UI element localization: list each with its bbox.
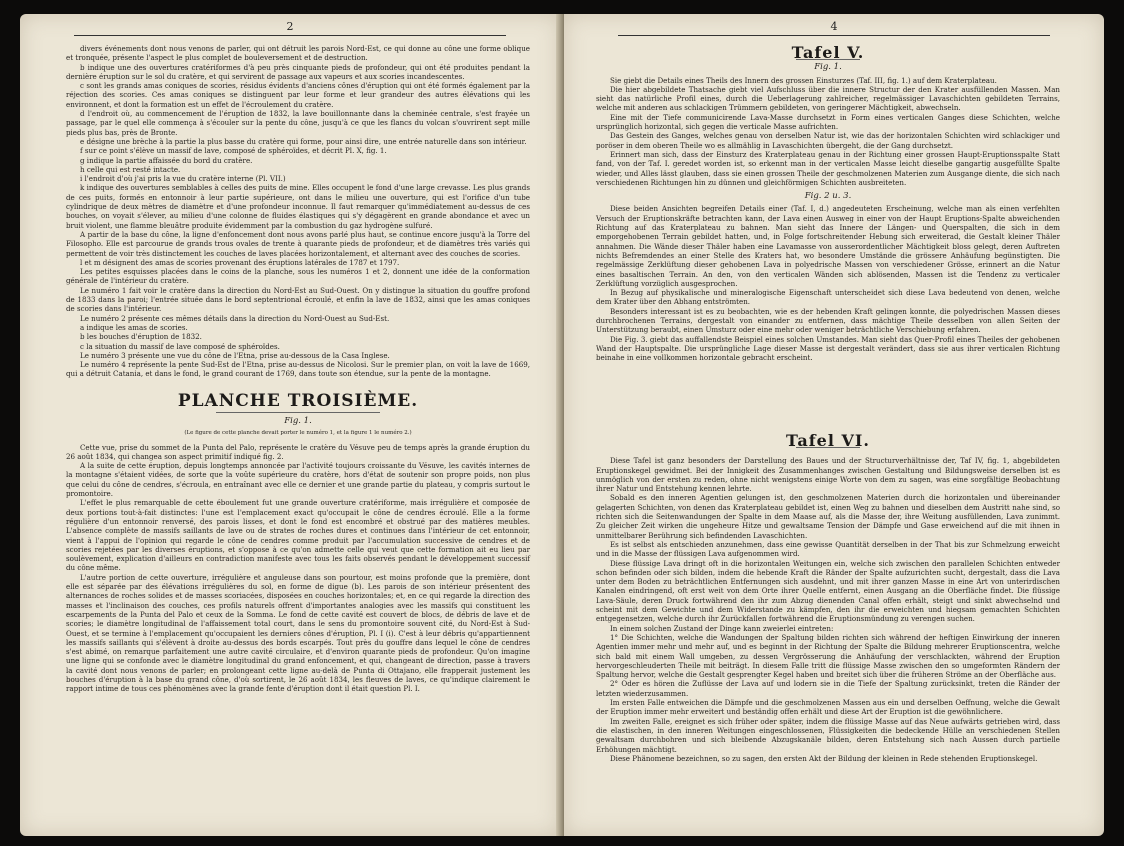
section-title-tafel-v: Tafel V. (791, 43, 865, 62)
paragraph: Le numéro 1 fait voir le cratère dans la direction du Nord-Est au Sud-Ouest. On y distingue la situation du gouffre profond de 1833 dans la paroi; l'entrée située dans le bord septentrional écroulé, et enfin la lave de 1832, ainsi que les amas coniques de scories dans l'intérieur. (66, 285, 530, 314)
paragraph: 2° Oder es hören die Zuflüsse der Lava auf und lodern sie in die Tiefe der Spaltung zurücksinkt, treten die Ränder der letzten wiederzusammen. (596, 679, 1060, 698)
paragraph: c sont les grands amas coniques de scories, résidus évidents d'anciens cônes d'éruption qui ont été formés également par la réjection des scories. Ces amas coniques se distinguent par leur forme et leur grandeur des autres élévations qui les environnent, et dont la formation est un effet de l'écroulement du cratère. (66, 81, 530, 109)
paragraph: divers événements dont nous venons de parler, qui ont détruit les parois Nord-Est, ce qui donne au cône une forme oblique et tronquée, présente l'aspect le plus complet de bouleversement et de destruction. (66, 44, 530, 63)
paragraph: h celle qui est resté intacte. (80, 164, 181, 174)
paragraph: Das Gestein des Ganges, welches genau von derselben Natur ist, wie das der horizontalen Schichten wird schlackiger und poröser in dem oberen Theile wo es allmählig in Lavaschichten übergeht, die der Gang durchsetzt. (596, 131, 1060, 150)
paragraph: Sobald es den inneren Agentien gelungen ist, den geschmolzenen Materien durch die horizontalen und übereinander gelagerten Schichten, von denen das Kraterplateau gebildet ist, einen Weg zu bahnen und dieselben dem Austritt nahe sind, so richten sich die Seitenwandungen der Spalte in dem Maase auf, als die Masse der, ihre Weitung ausfüllenden, Lava zunimmt. Zu gleicher Zeit wirken die ungeheure Hitze und gewaltsame Tension der Dämpfe und Gase erweichend auf die mit ihnen in unmittelbarer Berührung sich befindenden Lavaschichten. (596, 493, 1060, 540)
page-number: 2 (286, 20, 294, 33)
header-rule (74, 35, 506, 36)
figure-label: Fig. 1. (284, 415, 312, 426)
figure-label: Fig. 2 u. 3. (804, 191, 852, 202)
figure-label: Fig. 1. (814, 62, 842, 73)
page-number: 4 (830, 20, 838, 33)
paragraph: Besonders interessant ist es zu beobachten, wie es der hebenden Kraft gelingen konnte, die polyedrischen Massen dieses durchbrochenen Terrains, dergestalt von einander zu entfernen, dass mächtige Theile desselben von allen Seiten der Unterstützung beraubt, einen Umsturz oder eine mehr oder weniger beträchtliche Verschiebung erfahren. (596, 306, 1060, 335)
right-text-column-bottom (596, 431, 1060, 763)
paragraph: Diese Tafel ist ganz besonders der Darstellung des Baues und der Structurverhältnisse der, Taf IV, fig. 1, abgebildeten Eruptionskegel gewidmet. Bei der Innigkeit des Zusammenhanges zwischen Gestaltung und Bildungsweise derselben ist es unmöglich von der ersten zu reden, ohne nicht wenigstens einige Worte von dem zu sagen, was eine sorgfältige Beobachtung ihrer Natur und Entstehung kennen lehrte. (596, 456, 1060, 494)
section-title-tafel-vi: Tafel VI. (786, 431, 870, 450)
paragraph: d l'endroit où, au commencement de l'éruption de 1832, la lave bouillonnante dans la cheminée centrale, s'est frayée un passage, par le quel elle commença à s'écouler sur la pente du cône, jusqu'à ce que les flancs du volcan s'ouvrirent sept mille pieds plus bas, près de Bronte. (66, 109, 530, 137)
paragraph: Le numéro 2 présente ces mêmes détails dans la direction du Nord-Ouest au Sud-Est. (80, 313, 390, 323)
paragraph: a indique les amas de scories. (80, 322, 188, 332)
paragraph: Es ist selbst als entschieden anzunehmen, dass eine gewisse Quantität derselben in der That bis zur Schmelzung erweicht und in die Masse der flüssigen Lava aufgenommen wird. (596, 539, 1060, 559)
paragraph: g indique la partie affaissée du bord du cratère. (80, 155, 253, 165)
paragraph: 1° Die Schichten, welche die Wandungen der Spaltung bilden richten sich während der heftigen Einwirkung der inneren Agentien immer mehr und mehr auf, und es beginnt in der Richtung der Spalte die Bildung mehrerer Eruptionscentra, welche sich bald mit einem Wall umgeben, zu dessen Vergrösserung die Anhäufung der verschlackten, während der Eruption hervorgeschleuderten Theile mit beiträgt. In diesem Falle tritt die flüssige Masse zwischen den so umgeformten Rändern der Spaltung hervor, welche die Gestalt gesprengter Kegel haben und breitet sich über die früheren Ströme an der Oberfläche aus. (596, 632, 1060, 680)
paragraph: L'autre portion de cette ouverture, irrégulière et anguleuse dans son pourtour, est moins profonde que la première, dont elle est séparée par des élévations irrégulières du sol, en forme de digue (b). Les parois de son intérieur présentent des alternances de roches solides et de masses scoriacées, disposées en couches horizontales; et, en ce qui regarde la direction des masses et l'inclinaison des couches, ces profils naturels offrent d'importantes analogies avec les massifs qui constituent les escarpements de la Punta del Palo et ceux de la Somma. Le fond de cette cavité est couvert de blocs, de débris de lave et de scories; le diamètre longitudinal de l'affaissement total court, dans le sens du promontoire souvent cité, du Nord-Est à Sud-Ouest, et se termine à l'emplacement qu'occupaient les derniers cônes d'éruption, Pl. I (i). C'est à leur débris qu'appartiennent les massifs saillants qui s'élèvent à droite au-dessus des bords escarpés. Tout près du gouffre dans lequel le cône de cendres s'est abimé, on remarque parfaitement une autre cavité circulaire, et d'environ quarante pieds de profondeur. Qu'on imagine une ligne qui se confonde avec le diamètre longitudinal du grand enfoncement, et qui, changeant de direction, passe à travers la cavité dont nous venons de parler; en prolongeant cette ligne au-delà de Punta di Ottajano, elle frapperait justement les bouches d'éruption à la base du grand cône, d'où sortirent, le 26 août 1834, les fleuves de laves, ce qu'indique clairement le rapport intime de tous ces phénomènes avec la grande fente d'éruption dont il était question Pl. I. (66, 572, 530, 694)
right-page (564, 14, 1104, 836)
paragraph: l et m désignent des amas de scories provenant des éruptions latérales de 1787 et 1797. (80, 257, 400, 267)
paragraph: A la suite de cette éruption, depuis longtemps annoncée par l'activité toujours croissante du Vésuve, les cavités internes de la montagne s'étaient vidées, de sorte que la voûte supérieure du cratère, hors d'état de soutenir son propre poids, non plus que celui du cône de cendres, s'écroula, en entraînant avec elle ce dernier et une grande partie du plateau, y compris surtout le promontoire. (66, 461, 530, 499)
paragraph: c la situation du massif de lave composé de sphéroïdes. (80, 341, 280, 351)
paragraph: e désigne une brèche à la partie la plus basse du cratère qui forme, pour ainsi dire, une entrée naturelle dans son intérieur. (80, 136, 527, 146)
paragraph: Die hier abgebildete Thatsache giebt viel Aufschluss über die innere Structur der den Krater ausfüllenden Massen. Man sieht das natürliche Profil eines, durch die Ueberlagerung zahlreicher, regelmässiger Lavaschichten gebildeten Terrains, welche mit anderen aus schlackigen Trümmern gebildeten, von geringerer Mächtigkeit, abwechseln. (596, 84, 1060, 113)
paragraph: Erinnert man sich, dass der Einsturz des Kraterplateau genau in der Richtung einer grossen Haupt-Eruptionsspalte Statt fand, von der Taf. I. geredet worden ist, so erkennt man in der verticalen Masse leicht dieselbe gangartig ausgefüllte Spalte wieder, und Alles lässt glauben, dass sie einen grossen Theile der geschmolzenen Materien zum Ausgange diente, die sich nach verschiedenen Richtungen hin zu dünnen und gleichförmigen Schichten ausbreiteten. (596, 149, 1060, 187)
paragraph: In Bezug auf physikalische und mineralogische Eigenschaft unterscheidet sich diese Lava bedeutend von denen, welche dem Krater über den Abhang entströmten. (596, 288, 1060, 307)
paragraph: Im ersten Falle entweichen die Dämpfe und die geschmolzenen Massen aus ein und derselben Oeffnung, welche die Gewalt der Eruption immer mehr erweitert und beständig offen erhält und diese Art der Eruption ist die gewöhnlichere. (596, 698, 1060, 717)
paragraph: Diese beiden Ansichten begreifen Details einer (Taf. I, d.) angedeuteten Erscheinung, welche man als einen verfehlten Versuch der Eruptionskräfte betrachten kann, der Lava einen Ausweg in einer von der Haupt Eruptions-Spalte abweichenden Richtung auf das Kraterplateau zu bahnen. Man sieht das Innere der Längen- und Querspalten, die sich in dem emporgehobenen Terrain gebildet hatten, und, in Folge fortschreitender Hebung sich erweiterad, die Gestalt kleiner Thäler annahmen. Die Wände dieser Thäler haben eine Lavamasse von ausserordentlicher Mächtigkeit bloss gelegt, deren Auftreten nichts Befremdendes an einer Stelle des Kraters hat, wo besondere Umstände die grössere Anhäufung begünstigten. Die regelmässige Zerklüftung dieser gehobenen Lava in polyedrische Massen von verschiedener Grösse, erinnert an die Natur eines basaltischen Terrain. An den, von den verticalen Wänden sich ablösenden, Massen ist die Tendenz zu verticaler Zerklüftung vorzüglich ausgesprochen. (596, 204, 1060, 288)
paragraph: A partir de la base du cône, la ligne d'enfoncement dont nous avons parlé plus haut, se continue encore jusqu'à la Torre del Filosopho. Elle est parcourue de grands trous ovales de trente à quarante pieds de profondeur, et de diamètres très variés qui permettent de voir très distinctement les couches de laves placées horizontalement, et alternant avec des couches de scories. (66, 229, 530, 258)
paragraph: Les petites esquisses placées dans le coins de la planche, sous les numéros 1 et 2, donnent une idée de la conformation générale de l'intérieur du cratère. (66, 267, 530, 286)
paragraph: Die Fig. 3. giebt das auffallendste Beispiel eines solchen Umstandes. Man sieht das Quer-Profil eines Theiles der gehobenen Wand der Hauptspalte. Die ursprüngliche Lage dieser Masse ist dergestalt verändert, dass sie aus ihrer verticalen Richtung beinahe in eine vollkommen horizontale gebracht erscheint. (596, 334, 1060, 363)
paragraph: Le numéro 3 présente une vue du cône de l'Etna, prise au-dessous de la Casa Inglese. (80, 350, 390, 360)
paragraph: Sie giebt die Details eines Theils des Innern des grossen Einsturzes (Taf. III, fig. 1.) auf dem Kraterplateau. (610, 75, 997, 85)
paragraph: k indique des ouvertures semblables à celles des puits de mine. Elles occupent le fond d'une large crevasse. Les plus grands de ces puits, formés en entonnoir à leur partie supérieure, ont dans le milieu une ouverture, qui est l'orifice d'un tube cylindrique de deux mètres de diamètre et d'une profondeur inconnue. Il faut remarquer qu'immédiatement au-dessus de ces bouches, on voyait s'élever, au milieu d'une colonne de fluides élastiques qui s'y dégagèrent en grande abondance et avec un bruit violent, une flamme bleuâtre produite évidemment par la combustion du gaz hydrogène sulfuré. (66, 183, 530, 230)
paragraph: Im zweiten Falle, ereignet es sich früher oder später, indem die flüssige Masse auf das Neue aufwärts getrieben wird, dass die elastischen, in den inneren Weitungen eingeschlossenen, Flüssigkeiten die bedeckende Hülle an verschiedenen Stellen gewaltsam durchbohren und sich bleibende Abzugskanäle bilden, deren Entstehung sich nach Aussen durch partielle Erhöhungen mächtigt. (596, 716, 1060, 754)
figure-note: (Le figure de cette planche devait porter le numéro 1, et la figure 1 le numéro 2.) (184, 430, 412, 437)
section-title: PLANCHE TROISIÈME. (177, 390, 419, 411)
title-rule (216, 412, 380, 413)
paragraph: b les bouches d'éruption de 1832. (80, 332, 202, 342)
paragraph: i l'endroit d'où j'ai pris la vue du cratère interne (Pl. VII.) (80, 174, 286, 184)
left-text-column (66, 44, 530, 694)
paragraph: Diese flüssige Lava dringt oft in die horizontalen Weitungen ein, welche sich zwischen den parallelen Schichten entweder schon befinden oder sich bilden, indem die hebende Kraft die Ränder der Spalte aufzurichten sucht, dergestalt, dass die Lava unter dem Boden zu beträchtlichen Entfernungen sich ausdehnt, und mit ihrer ganzen Masse in eine Art von unterirdischen Kanalen eindringend, oft erst weit von dem Orte ihrer Quelle entfernt, einen Ausgang an die Oberfläche findet. Die flüssige Lava-Säule, deren Druck fortwährend den ihr zum Abzug dienenden Canal offen erhält, steigt und sinkt abwechselnd und scheint mit dem Gewichte und dem Widerstande zu kämpfen, den ihr die erweichten und hiegsam gemachten Schichten entgegensetzen, welche durch ihr Zurückfallen fortwährend die Eruptionsmündung zu verengen suchen. (596, 558, 1060, 624)
paragraph: Le numéro 4 représente la pente Sud-Est de l'Etna, prise au-dessus de Nicolosi. Sur le premier plan, on voit la lave de 1669, qui a détruit Catania, et dans le fond, le grand courant de 1769, dans toute son étendue, sur la pente de la montagne. (66, 360, 530, 379)
paragraph: Diese Phänomene bezeichnen, so zu sagen, den ersten Akt der Bildung der kleinen in Rede stehenden Eruptionskegel. (610, 753, 1038, 763)
paragraph: Cette vue, prise du sommet de la Punta del Palo, représente le cratère du Vésuve peu de temps après la grande éruption du 26 août 1834, qui changea son aspect primitif indiqué fig. 2. (66, 442, 530, 461)
header-rule (618, 35, 1050, 36)
left-page (20, 14, 560, 836)
paragraph: Eine mit der Tiefe communicirende Lava-Masse durchsetzt in Form eines verticalen Ganges diese Schichten, welche ursprünglich horizontal, sich gegen die verticale Masse aufrichten. (596, 112, 1060, 132)
paragraph: f sur ce point s'élève un massif de lave, composé de sphéroïdes, et décrit Pl. X, fig. 1. (80, 146, 387, 156)
paragraph: b indique une des ouvertures cratériformes d'à peu près cinquante pieds de profondeur, qui ont été produites pendant la dernière éruption sur le sol du cratère, et qui servirent de passage aux vapeurs et aux scories incandescentes. (66, 62, 530, 81)
right-text-column-top (596, 43, 1060, 363)
paragraph: L'effet le plus remarquable de cette éboulement fut une grande ouverture cratériforme, mais irrégulière et composée de deux portions tout-à-fait distinctes: l'une est l'emplacement exact qu'occupait le cône de cendres écroulé. Elle a la forme régulière d'un entonnoir renversé, des parois lisses, et dont le fond est encombré et obstrué par des matières meubles. L'absence complète de massifs saillants de lave ou de strates de roches dures et continues dans l'intérieur de cet entonnoir, vient à l'appui de l'opinion qui regarde le cône de cendres comme produit par l'accumulation successive de cendres et de scories rejetées par les diverses éruptions, et s'oppose à ce qu'on admette celle qui veut que cette formation ait eu lieu par soulèvement, explication d'ailleurs en contradiction manifeste avec tous les faits observés pendant le développement successif du cône même. (66, 498, 530, 573)
paragraph: In einem solchen Zustand der Dinge kann zweierlei eintreten: (610, 623, 834, 633)
